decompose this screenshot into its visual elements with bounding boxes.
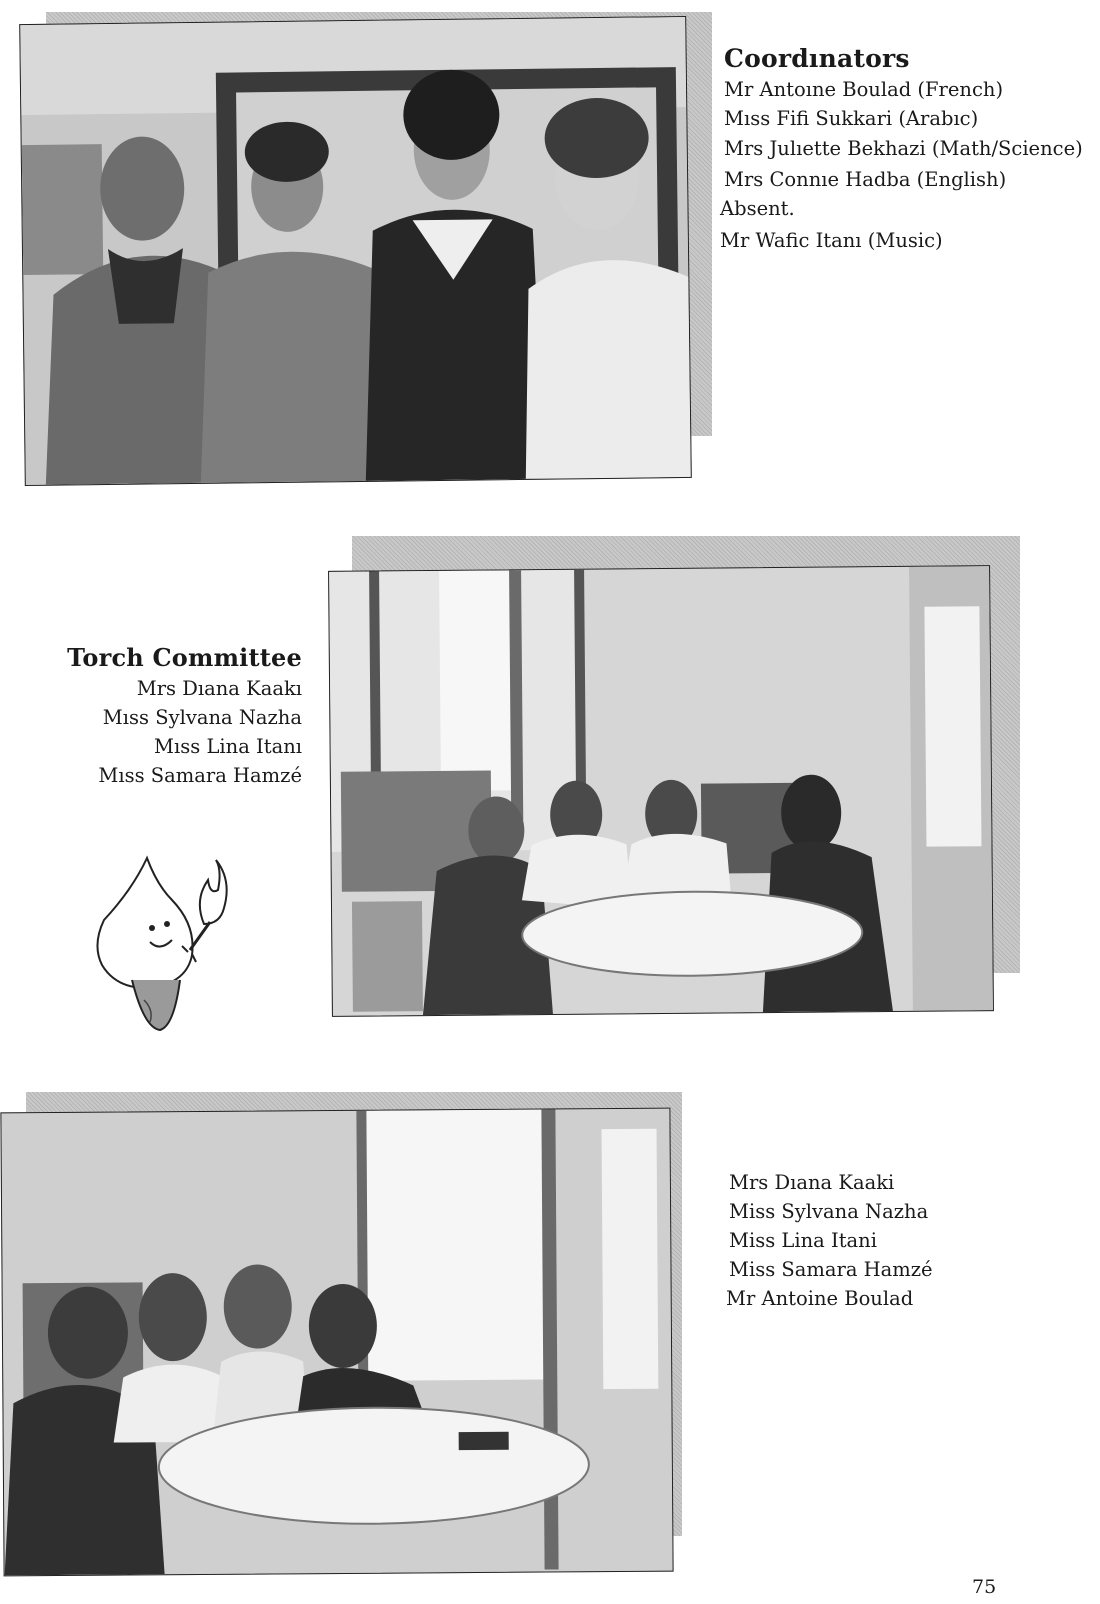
coordinators-caption [720, 44, 1083, 255]
pictured-person: Miss Samara Hamzé [729, 1258, 933, 1281]
coordinators-photo [19, 16, 692, 486]
coordinator-name: Mrs Julıette Bekhazi (Math/Science) [724, 137, 1083, 160]
absent-label: Absent. [720, 197, 795, 220]
torch-committee-title: Torch Committee [67, 643, 302, 672]
committee-member: Mıss Samara Hamzé [98, 764, 302, 787]
committee-member: Mıss Lina Itanı [154, 735, 302, 758]
pictured-person: Mr Antoine Boulad [726, 1287, 914, 1310]
coordinator-name: Mrs Connıe Hadba (English) [724, 168, 1007, 191]
page-number: 75 [972, 1576, 997, 1598]
pictured-person: Miss Sylvana Nazha [729, 1200, 929, 1223]
coordinator-name: Mıss Fifi Sukkari (Arabıc) [724, 107, 979, 130]
coordinators-title: Coordınators [724, 44, 910, 73]
torch-committee-photo [328, 565, 994, 1017]
coordinator-name: Mr Antoıne Boulad (French) [724, 78, 1004, 101]
committee-member: Mrs Dıana Kaakı [136, 677, 302, 700]
group-at-table-photo [0, 1108, 673, 1577]
committee-member: Mıss Sylvana Nazha [102, 706, 302, 729]
coordinator-name: Mr Wafic Itanı (Music) [720, 229, 943, 252]
torch-committee-caption [67, 643, 302, 790]
group-photo-caption [726, 1168, 933, 1313]
pictured-person: Miss Lina Itani [729, 1229, 877, 1252]
pictured-person: Mrs Dıana Kaaki [729, 1171, 895, 1194]
torch-mascot-drawing [92, 850, 232, 1040]
